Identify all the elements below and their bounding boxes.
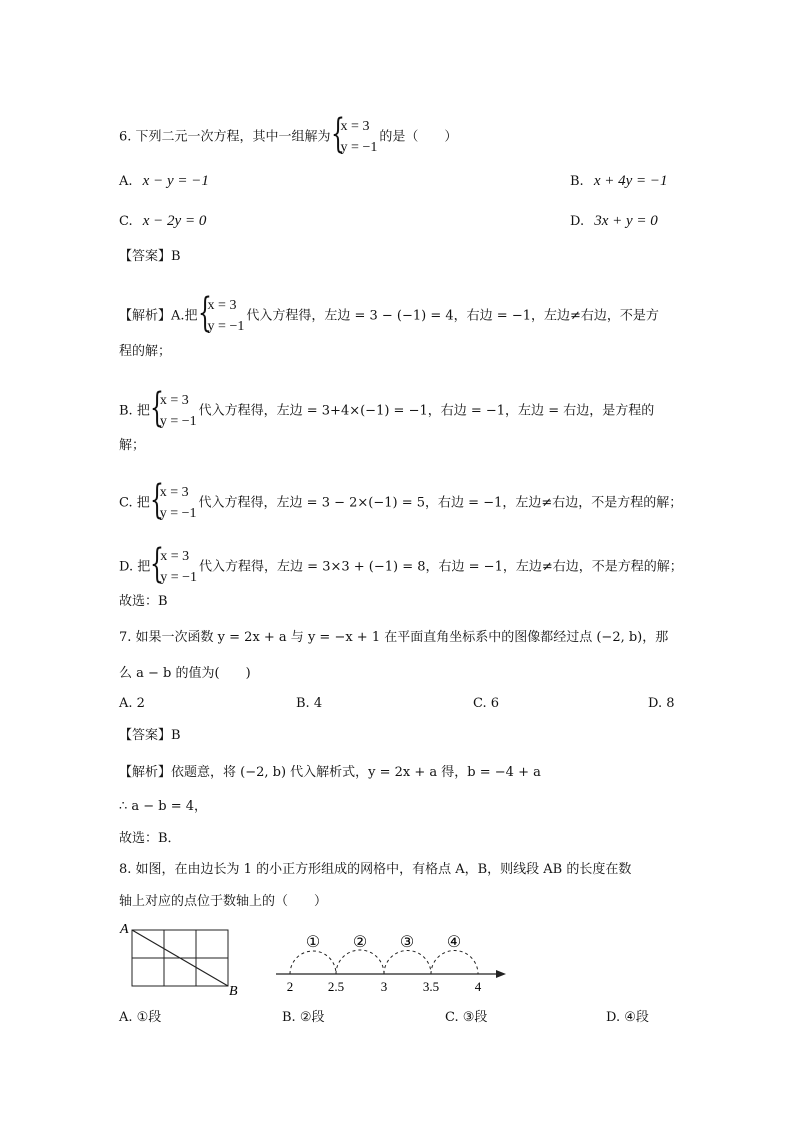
q8-arc-label-2: ② <box>352 934 368 951</box>
q8-tick-label-2: 2.5 <box>327 979 345 994</box>
q7-stem-line2: 么 a − b 的值为( ) <box>119 666 251 681</box>
q8-point-a-label: A <box>120 922 129 937</box>
q6-analysis-a-prefix: A.把 <box>171 308 198 324</box>
q6-analysis-label: 【解析】 <box>119 308 172 324</box>
q8-number-line-arrow <box>496 970 506 978</box>
q6-option-a <box>119 171 209 192</box>
q6-option-c-text: x − 2y = 0 <box>142 213 207 229</box>
q6-option-d <box>570 211 658 232</box>
q8-arc-label-3: ③ <box>399 934 415 951</box>
q6-option-d-text: 3x + y = 0 <box>594 213 658 229</box>
q7-choose: 故选：B． <box>119 831 181 846</box>
q6-system: { x = 3 y = −1 <box>330 111 378 157</box>
q6-stem <box>119 111 458 158</box>
q8-stem-line1: 8. 如图，在由边长为 1 的小正方形组成的网格中，有格点 A，B，则线段 AB 的长度在数 <box>119 862 632 877</box>
q8-arc-1 <box>290 951 336 974</box>
q7-option-a: A. 2 <box>119 696 145 711</box>
q6-analysis-b-system: { x = 3 y = −1 <box>149 385 197 431</box>
q8-number-line-figure <box>270 926 515 996</box>
q6-analysis-c-sys-row2: y = −1 <box>159 506 197 521</box>
q6-option-b <box>570 171 668 192</box>
q7-analysis-line1: 【解析】依题意，将 (−2, b) 代入解析式，y = 2x + a 得，b = −4 + a <box>119 765 541 780</box>
q8-arc-3 <box>384 951 431 975</box>
q7-answer-value: B <box>171 728 181 743</box>
q6-choose: 故选：B <box>119 594 168 609</box>
q6-analysis-d-text: 代入方程得，左边 = 3×3 + (−1) = 8，右边 = −1，左边≠右边，不是方程的解； <box>199 559 683 575</box>
q6-analysis-b-sys-row2: y = −1 <box>159 414 197 429</box>
q6-analysis-b-prefix: B. 把 <box>119 403 150 419</box>
q6-analysis-c-prefix: C. 把 <box>119 495 150 511</box>
q6-analysis-b-cont: 解； <box>119 438 146 453</box>
q6-option-a-label: A. <box>119 174 133 189</box>
q8-arc-4 <box>431 951 478 975</box>
q8-grid-figure <box>115 918 245 998</box>
q6-stem-suffix: 的是（ ） <box>379 129 458 145</box>
q8-option-b: B. ②段 <box>282 1010 325 1025</box>
q7-stem-line1: 7. 如果一次函数 y = 2x + a 与 y = −x + 1 在平面直角坐标系中的图像都经过点 (−2, b)，那 <box>119 630 669 645</box>
q7-answer-label: 【答案】 <box>119 728 172 743</box>
q6-stem-prefix: 6. 下列二元一次方程，其中一组解为 <box>119 129 331 145</box>
q6-sys-row2: y = −1 <box>340 140 378 155</box>
q6-analysis-a <box>119 290 659 337</box>
q6-analysis-d-system: { x = 3 y = −1 <box>150 541 198 587</box>
q6-option-b-text: x + 4y = −1 <box>593 173 668 189</box>
q6-analysis-a-sys-row1: x = 3 <box>207 298 237 313</box>
q6-analysis-a-cont: 程的解； <box>119 344 172 359</box>
q6-analysis-d-sys-row1: x = 3 <box>160 549 190 564</box>
q6-answer-value: B <box>171 249 181 264</box>
q6-analysis-a-system: { x = 3 y = −1 <box>197 290 245 336</box>
q7-option-d: D. 8 <box>648 696 675 711</box>
q6-analysis-c <box>119 477 683 524</box>
q6-option-d-label: D. <box>570 214 585 229</box>
q8-arc-label-1: ① <box>305 934 321 951</box>
q7-option-b: B. 4 <box>296 696 323 711</box>
q8-point-b-label: B <box>229 984 238 998</box>
q6-option-b-label: B. <box>570 174 584 189</box>
q7-answer <box>119 726 181 746</box>
q8-tick-label-1: 2 <box>286 979 294 994</box>
q8-stem-line2: 轴上对应的点位于数轴上的（ ） <box>119 894 328 909</box>
q6-answer <box>119 247 181 267</box>
q8-arc-2 <box>336 950 384 974</box>
q8-tick-label-5: 4 <box>474 979 482 994</box>
q6-analysis-c-sys-row1: x = 3 <box>159 485 189 500</box>
q6-analysis-d-prefix: D. 把 <box>119 559 151 575</box>
q7-analysis-line2: ∴ a − b = 4， <box>119 799 208 814</box>
q6-analysis-d <box>119 541 683 588</box>
q8-tick-label-3: 3 <box>380 979 388 994</box>
q6-option-a-text: x − y = −1 <box>142 173 209 189</box>
q6-option-c <box>119 211 206 232</box>
q6-analysis-b-sys-row1: x = 3 <box>159 393 189 408</box>
q8-option-a: A. ①段 <box>119 1010 162 1025</box>
q8-arc-label-4: ④ <box>446 934 462 951</box>
q6-analysis-b <box>119 385 655 432</box>
q8-option-c: C. ③段 <box>445 1010 488 1025</box>
q6-analysis-c-text: 代入方程得，左边 = 3 − 2×(−1) = 5，右边 = −1，左边≠右边，不是方程的解； <box>198 495 683 511</box>
q6-analysis-b-text: 代入方程得，左边 = 3+4×(−1) = −1，右边 = −1，左边 = 右边，是方程的 <box>198 403 655 419</box>
q8-option-d: D. ④段 <box>606 1010 649 1025</box>
q6-answer-label: 【答案】 <box>119 249 172 264</box>
q6-option-c-label: C. <box>119 214 133 229</box>
q6-analysis-d-sys-row2: y = −1 <box>160 570 198 585</box>
q7-option-c: C. 6 <box>473 696 500 711</box>
q6-analysis-c-system: { x = 3 y = −1 <box>149 477 197 523</box>
q6-analysis-a-sys-row2: y = −1 <box>207 319 245 334</box>
q8-tick-label-4: 3.5 <box>422 979 440 994</box>
q6-sys-row1: x = 3 <box>340 119 370 134</box>
q6-analysis-a-text: 代入方程得，左边 = 3 − (−1) = 4，右边 = −1，左边≠右边，不是方 <box>246 308 659 324</box>
